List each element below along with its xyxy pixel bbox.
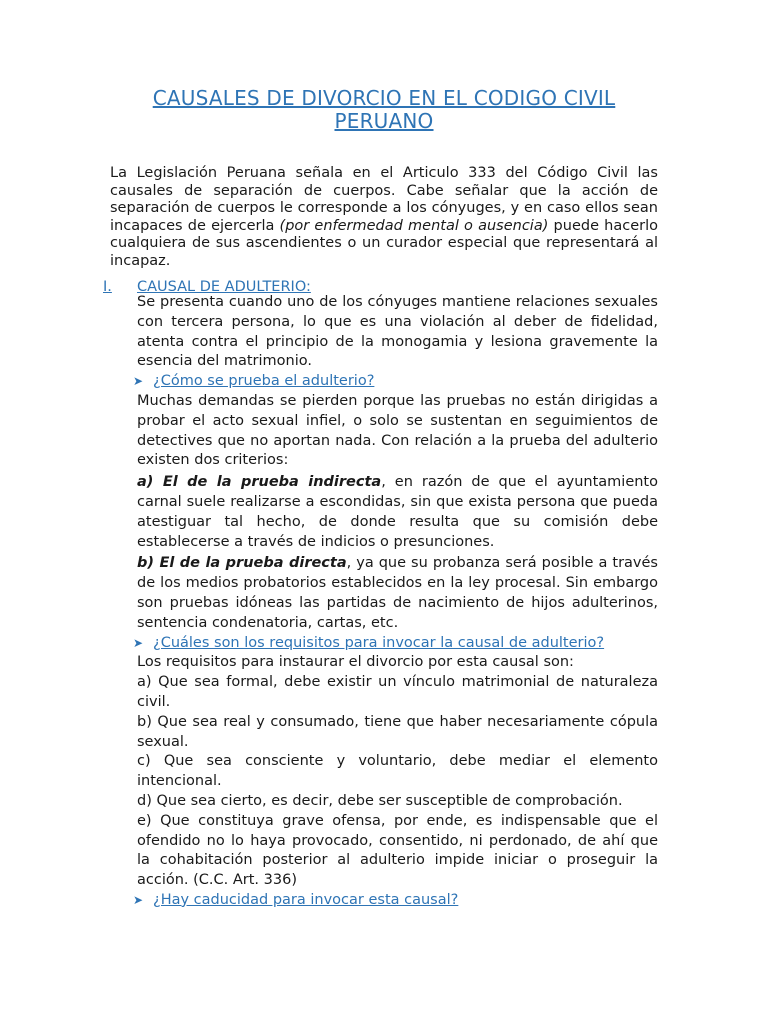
- question-1-text: ¿Cómo se prueba el adulterio?: [153, 373, 375, 390]
- question-1: [133, 372, 658, 392]
- intro-italic: (por enfermedad mental o ausencia): [279, 217, 549, 234]
- question-1-answer: Muchas demandas se pierden porque las pruebas no están dirigidas a probar el acto sexual infiel, o solo se sustentan en seguimientos de detectives que no aportan nada. Con relación a la prueba del adulterio existen dos criterios:: [137, 392, 658, 469]
- document-title: CAUSALES DE DIVORCIO EN EL CODIGO CIVIL PERUANO: [152, 86, 616, 133]
- criterion-a: [137, 473, 658, 552]
- section-number: I.: [103, 279, 112, 295]
- question-2-text: ¿Cuáles son los requisitos para invocar la causal de adulterio?: [153, 634, 605, 651]
- arrow-bullet-icon: ➤: [133, 892, 144, 907]
- question-3: [133, 891, 658, 911]
- section-body: [133, 293, 658, 911]
- criterion-b: [137, 554, 658, 633]
- intro-text-start: La Legislación Peruana señala en el Articulo 333 del Código Civil las causales de separación de cuerpos. Cabe señalar que la acción de separación de cuerpos le corresponde a los cónyuges, y en caso ellos sean incapaces de ejercerla: [110, 165, 658, 234]
- criterion-a-text: , en razón de que el ayuntamiento carnal suele realizarse a escondidas, sin que exista persona que pueda atestiguar tal hecho, de donde resulta que su comisión debe establecerse a través de indicios o presunciones.: [137, 474, 658, 550]
- section-title: CAUSAL DE ADULTERIO:: [137, 279, 311, 295]
- criterion-a-label: a) El de la prueba indirecta: [137, 474, 382, 491]
- question-2-intro: Los requisitos para instaurar el divorcio por esta causal son:: [137, 654, 574, 671]
- arrow-bullet-icon: ➤: [133, 374, 144, 389]
- requirement-item: a) Que sea formal, debe existir un vínculo matrimonial de naturaleza civil.: [137, 674, 658, 710]
- intro-paragraph: [110, 165, 658, 271]
- question-3-text: ¿Hay caducidad para invocar esta causal?: [153, 891, 459, 908]
- requirement-item: d) Que sea cierto, es decir, debe ser susceptible de comprobación.: [137, 792, 623, 809]
- question-2: [133, 634, 658, 654]
- arrow-bullet-icon: ➤: [133, 635, 144, 650]
- definition-paragraph: Se presenta cuando uno de los cónyuges mantiene relaciones sexuales con tercera persona, lo que es una violación al deber de fidelidad, atenta contra el principio de la monogamia y lesiona gravemente la esencia del matrimonio.: [137, 294, 658, 370]
- requirement-item: b) Que sea real y consumado, tiene que haber necesariamente cópula sexual.: [137, 713, 658, 750]
- criterion-b-label: b) El de la prueba directa: [137, 555, 347, 572]
- criterion-b-text: , ya que su probanza será posible a través de los medios probatorios establecidos en la ley procesal. Sin embargo son pruebas idóneas las partidas de nacimiento de hijos adulterinos, sentencia condenatoria, cartas, etc.: [137, 555, 658, 631]
- requirement-item: e) Que constituya grave ofensa, por ende, es indispensable que el ofendido no lo haya provocado, consentido, ni perdonado, de ahí que la cohabitación posterior al adulterio impide iniciar o proseguir la acción. (C.C. Art. 336): [137, 812, 658, 889]
- requirement-item: c) Que sea consciente y voluntario, debe mediar el elemento intencional.: [137, 753, 658, 790]
- intro-text-end: puede hacerlo cualquiera de sus ascendientes o un curador especial que representará al incapaz.: [110, 217, 658, 269]
